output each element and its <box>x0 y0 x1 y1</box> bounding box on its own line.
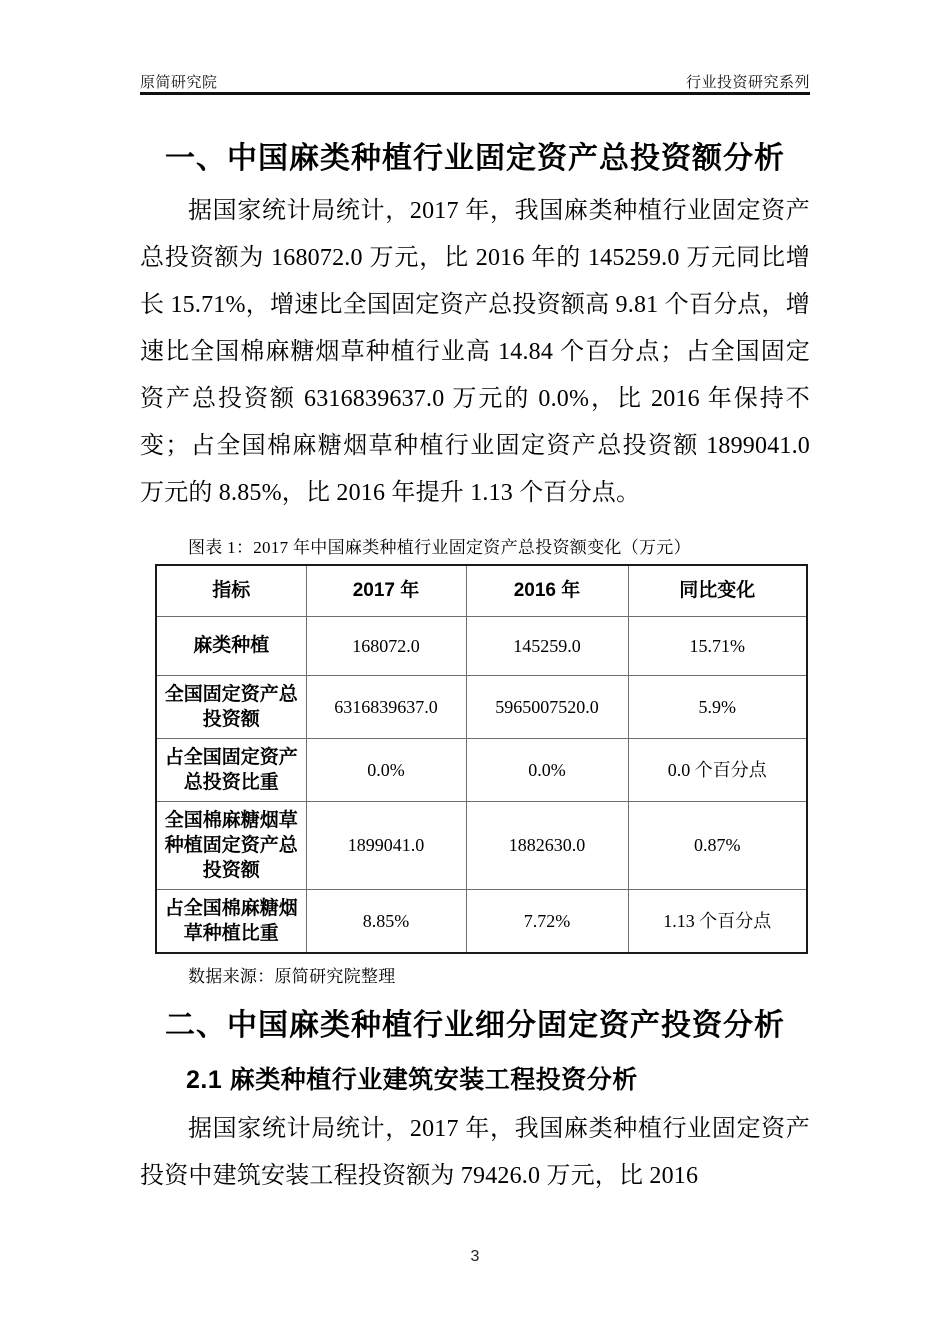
row-label: 全国固定资产总投资额 <box>156 675 306 738</box>
running-header <box>140 62 810 92</box>
cell-2017: 8.85% <box>306 889 466 953</box>
table-source-note: 数据来源：原简研究院整理 <box>188 966 396 986</box>
row-label: 占全国固定资产总投资比重 <box>156 738 306 801</box>
table-row <box>156 801 807 889</box>
cell-change: 0.0 个百分点 <box>628 738 807 801</box>
table-row <box>156 738 807 801</box>
column-header-2017: 2017 年 <box>306 565 466 617</box>
header-left-text: 原简研究院 <box>140 74 218 91</box>
cell-change: 1.13 个百分点 <box>628 889 807 953</box>
document-content <box>140 120 810 1200</box>
page-title: 一、中国麻类种植行业固定资产总投资额分析 <box>165 142 785 175</box>
cell-2017: 168072.0 <box>306 616 466 675</box>
cell-2017: 1899041.0 <box>306 801 466 889</box>
header-right-text: 行业投资研究系列 <box>685 74 810 91</box>
cell-2017: 6316839637.0 <box>306 675 466 738</box>
cell-2016: 0.0% <box>466 738 628 801</box>
cell-2016: 145259.0 <box>466 616 628 675</box>
cell-change: 15.71% <box>628 616 807 675</box>
investment-table <box>155 564 808 954</box>
table-row <box>156 616 807 675</box>
section-heading-two: 二、中国麻类种植行业细分固定资产投资分析 <box>165 1008 785 1042</box>
table-row <box>156 675 807 738</box>
cell-2016: 1882630.0 <box>466 801 628 889</box>
row-label: 麻类种植 <box>156 616 306 675</box>
table-caption: 图表 1：2017 年中国麻类种植行业固定资产总投资额变化（万元） <box>188 538 691 557</box>
cell-2016: 5965007520.0 <box>466 675 628 738</box>
row-label: 占全国棉麻糖烟草种植比重 <box>156 889 306 953</box>
column-header-change: 同比变化 <box>628 565 807 617</box>
header-divider <box>140 92 810 95</box>
paragraph-investment-overview: 据国家统计局统计，2017 年，我国麻类种植行业固定资产总投资额为 168072.0 万元，比 2016 年的 145259.0 万元同比增长 15.71%，增速比全国固定资产总投资额高 9.81 个百分点，增速比全国棉麻糖烟草种植行业高 14.84 个百分点；占全国固定资产总投资额 6316839637.0 万元的 0.0%，比 2016 年保持不变；占全国棉麻糖烟草种植行业固定资产总投资额 1899041.0 万元的 8.85%，比 2016 年提升 1.13 个百分点。 <box>140 198 810 506</box>
subsection-heading-2-1: 2.1 麻类种植行业建筑安装工程投资分析 <box>186 1065 638 1094</box>
cell-2017: 0.0% <box>306 738 466 801</box>
cell-change: 0.87% <box>628 801 807 889</box>
column-header-indicator: 指标 <box>156 565 306 617</box>
row-label: 全国棉麻糖烟草种植固定资产总投资额 <box>156 801 306 889</box>
paragraph-construction-investment: 据国家统计局统计，2017 年，我国麻类种植行业固定资产投资中建筑安装工程投资额为 79426.0 万元，比 2016 <box>140 1115 810 1189</box>
table-row <box>156 889 807 953</box>
cell-change: 5.9% <box>628 675 807 738</box>
cell-2016: 7.72% <box>466 889 628 953</box>
column-header-2016: 2016 年 <box>466 565 628 617</box>
table-header-row <box>156 565 807 617</box>
page-number: 3 <box>470 1248 480 1265</box>
